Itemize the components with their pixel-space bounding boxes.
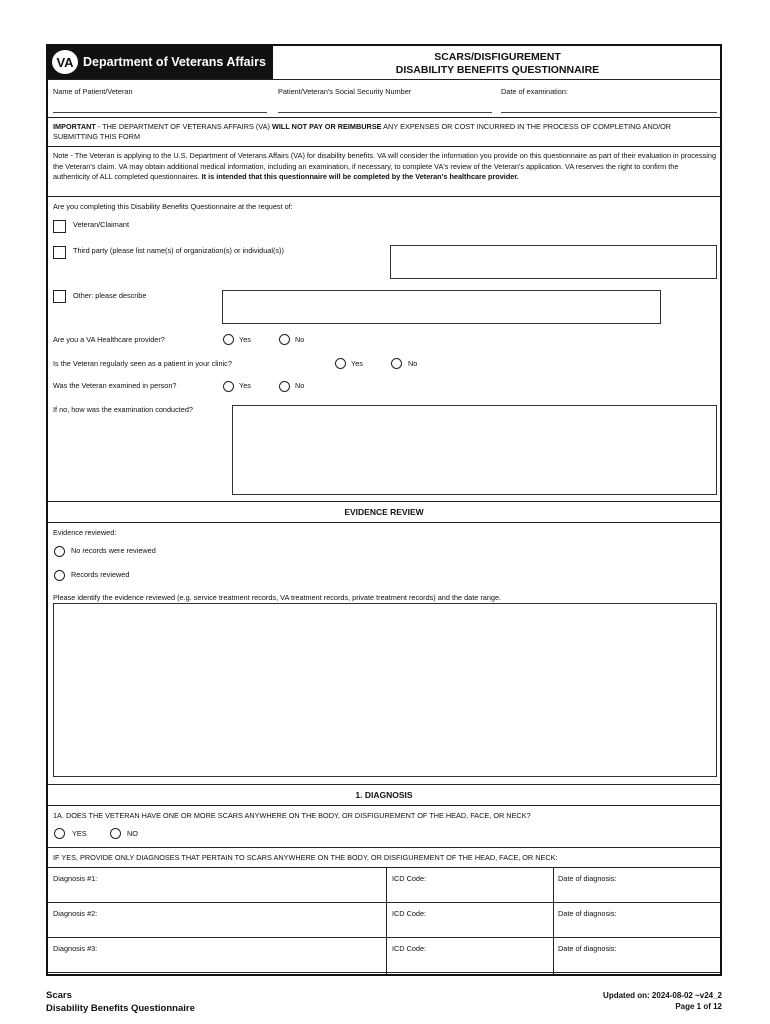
evidence-textbox[interactable] <box>53 603 717 777</box>
in-person-yes-radio[interactable] <box>223 381 234 392</box>
va-provider-question: Are you a VA Healthcare provider? <box>53 335 165 344</box>
third-party-checkbox[interactable] <box>53 246 66 259</box>
date-2-label: Date of diagnosis: <box>558 909 617 918</box>
important-notice: IMPORTANT - THE DEPARTMENT OF VETERANS AFFAIRS (VA) WILL NOT PAY OR REIMBURSE ANY EXPENSES OR COST INCURRED IN THE PROCESS OF COMPLETING AND/OR SUBMITTING THIS FORM <box>53 122 672 141</box>
regular-patient-yes-radio[interactable] <box>335 358 346 369</box>
va-provider-no-radio[interactable] <box>279 334 290 345</box>
patient-name-label: Name of Patient/Veteran <box>53 87 133 96</box>
how-conducted-textbox[interactable] <box>232 405 717 495</box>
third-party-textbox[interactable] <box>390 245 717 279</box>
date-1-label: Date of diagnosis: <box>558 874 617 883</box>
agency-banner <box>47 45 273 79</box>
other-checkbox[interactable] <box>53 290 66 303</box>
no-records-label: No records were reviewed <box>71 546 156 555</box>
logo-text: VA <box>56 55 74 70</box>
regular-patient-yes-label: Yes <box>351 359 363 368</box>
how-conducted-question: If no, how was the examination conducted? <box>53 405 193 414</box>
regular-patient-no-label: No <box>408 359 418 368</box>
regular-patient-no-radio[interactable] <box>391 358 402 369</box>
records-reviewed-label: Records reviewed <box>71 570 130 579</box>
ssn-label: Patient/Veteran's Social Security Number <box>278 87 412 96</box>
records-reviewed-radio[interactable] <box>54 570 65 581</box>
veteran-claimant-label: Veteran/Claimant <box>73 220 129 229</box>
in-person-question: Was the Veteran examined in person? <box>53 381 177 390</box>
note-text: Note - The Veteran is applying to the U.S. Department of Veterans Affairs (VA) for disability benefits. VA will consider the information you provide on this questionnaire as part of their evaluation in processing the Veteran's claim. VA may obtain additional medical information, including an examination, if necessary, to complete VA's review of the Veteran's application. VA reserves the right to confirm the authenticity of ALL completed questionnaires. It is intended that this questionnaire will be completed by the Veteran's healthcare provider. <box>53 151 717 182</box>
exam-date-label: Date of examination: <box>501 87 568 96</box>
other-textbox[interactable] <box>222 290 661 324</box>
veteran-claimant-checkbox[interactable] <box>53 220 66 233</box>
if-yes-instructions: IF YES, PROVIDE ONLY DIAGNOSES THAT PERTAIN TO SCARS ANYWHERE ON THE BODY, OR DISFIGUREMENT OF THE HEAD, FACE, OR NECK: <box>53 853 558 862</box>
in-person-no-label: No <box>295 381 305 390</box>
diagnosis-3-label: Diagnosis #3: <box>53 944 98 953</box>
third-party-label: Third party (please list name(s) of organization(s) or individual(s)) <box>73 246 284 255</box>
diagnosis-1-label: Diagnosis #1: <box>53 874 98 883</box>
q1a-yes-label: YES <box>72 829 87 838</box>
exam-date-field[interactable] <box>501 112 717 113</box>
diagnosis-2-label: Diagnosis #2: <box>53 909 98 918</box>
va-logo-icon <box>51 49 79 75</box>
form-title-line1: SCARS/DISFIGUREMENT <box>434 51 561 63</box>
evidence-review-heading: EVIDENCE REVIEW <box>344 507 424 517</box>
q1a-no-radio[interactable] <box>110 828 121 839</box>
diagnosis-heading: 1. DIAGNOSIS <box>355 790 413 800</box>
regular-patient-question: Is the Veteran regularly seen as a patient in your clinic? <box>53 359 232 368</box>
request-question: Are you completing this Disability Benefits Questionnaire at the request of: <box>53 202 293 211</box>
va-provider-no-label: No <box>295 335 305 344</box>
evidence-identify-label: Please identify the evidence reviewed (e.g. service treatment records, VA treatment records, private treatment records) and the date range. <box>53 593 502 602</box>
q1a-text: 1A. DOES THE VETERAN HAVE ONE OR MORE SCARS ANYWHERE ON THE BODY, OR DISFIGUREMENT OF THE HEAD, FACE, OR NECK? <box>53 811 531 820</box>
q1a-yes-radio[interactable] <box>54 828 65 839</box>
other-label: Other: please describe <box>73 291 147 300</box>
footer-page-number: Page 1 of 12 <box>675 1002 722 1011</box>
footer-updated: Updated on: 2024-08-02 ~v24_2 <box>603 991 722 1000</box>
q1a-no-label: NO <box>127 829 138 838</box>
icd-1-label: ICD Code: <box>392 874 427 883</box>
icd-2-label: ICD Code: <box>392 909 427 918</box>
agency-name: Department of Veterans Affairs <box>83 55 266 69</box>
ssn-field[interactable] <box>278 112 492 113</box>
va-provider-yes-radio[interactable] <box>223 334 234 345</box>
evidence-reviewed-label: Evidence reviewed: <box>53 528 117 537</box>
date-3-label: Date of diagnosis: <box>558 944 617 953</box>
no-records-radio[interactable] <box>54 546 65 557</box>
patient-name-field[interactable] <box>53 112 267 113</box>
in-person-yes-label: Yes <box>239 381 251 390</box>
footer-subtitle: Disability Benefits Questionnaire <box>46 1003 195 1014</box>
footer-title: Scars <box>46 990 72 1001</box>
icd-3-label: ICD Code: <box>392 944 427 953</box>
in-person-no-radio[interactable] <box>279 381 290 392</box>
va-provider-yes-label: Yes <box>239 335 251 344</box>
form-title-line2: DISABILITY BENEFITS QUESTIONNAIRE <box>395 64 600 76</box>
